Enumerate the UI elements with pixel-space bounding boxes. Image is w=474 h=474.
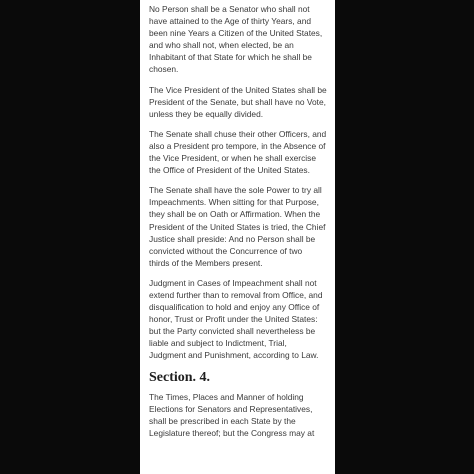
paragraph-elections: The Times, Places and Manner of holding Elections for Senators and Representatives, shall be prescribed in each State by the Legislature thereof; but the Congress may at — [149, 391, 315, 438]
section-heading: Section. 4. — [149, 369, 211, 385]
paragraph-senate-officers: The Senate shall chuse their other Officers, and also a President pro tempore, in the Absence of the Vice President, or when he shall exercise the Office of President of the United States. — [149, 128, 327, 176]
paragraph-vice-president: The Vice President of the United States shall be President of the Senate, but shall have no Vote, unless they be equally divided. — [149, 84, 327, 119]
document-page[interactable] — [140, 0, 335, 474]
paragraph-senator-qualifications: No Person shall be a Senator who shall not have attained to the Age of thirty Years, and been nine Years a Citizen of the United States, and who shall not, when elected, be an Inhabitant of that State for which he shall be chosen. — [149, 4, 323, 75]
document-content — [149, 3, 333, 447]
paragraph-impeachment-trials: The Senate shall have the sole Power to try all Impeachments. When sitting for that Purpose, they shall be on Oath or Affirmation. When the President of the United States is tried, the Chief Justice shall preside: And no Person shall be convicted without the Concurrence of two thirds of the Members present. — [149, 185, 326, 268]
paragraph-impeachment-judgment: Judgment in Cases of Impeachment shall not extend further than to removal from Office, and disqualification to hold and enjoy any Office of honor, Trust or Profit under the United States: but the Party convicted shall nevertheless be liable and subject to Indictment, Trial, Judgment and Punishment, according to Law. — [149, 277, 323, 361]
